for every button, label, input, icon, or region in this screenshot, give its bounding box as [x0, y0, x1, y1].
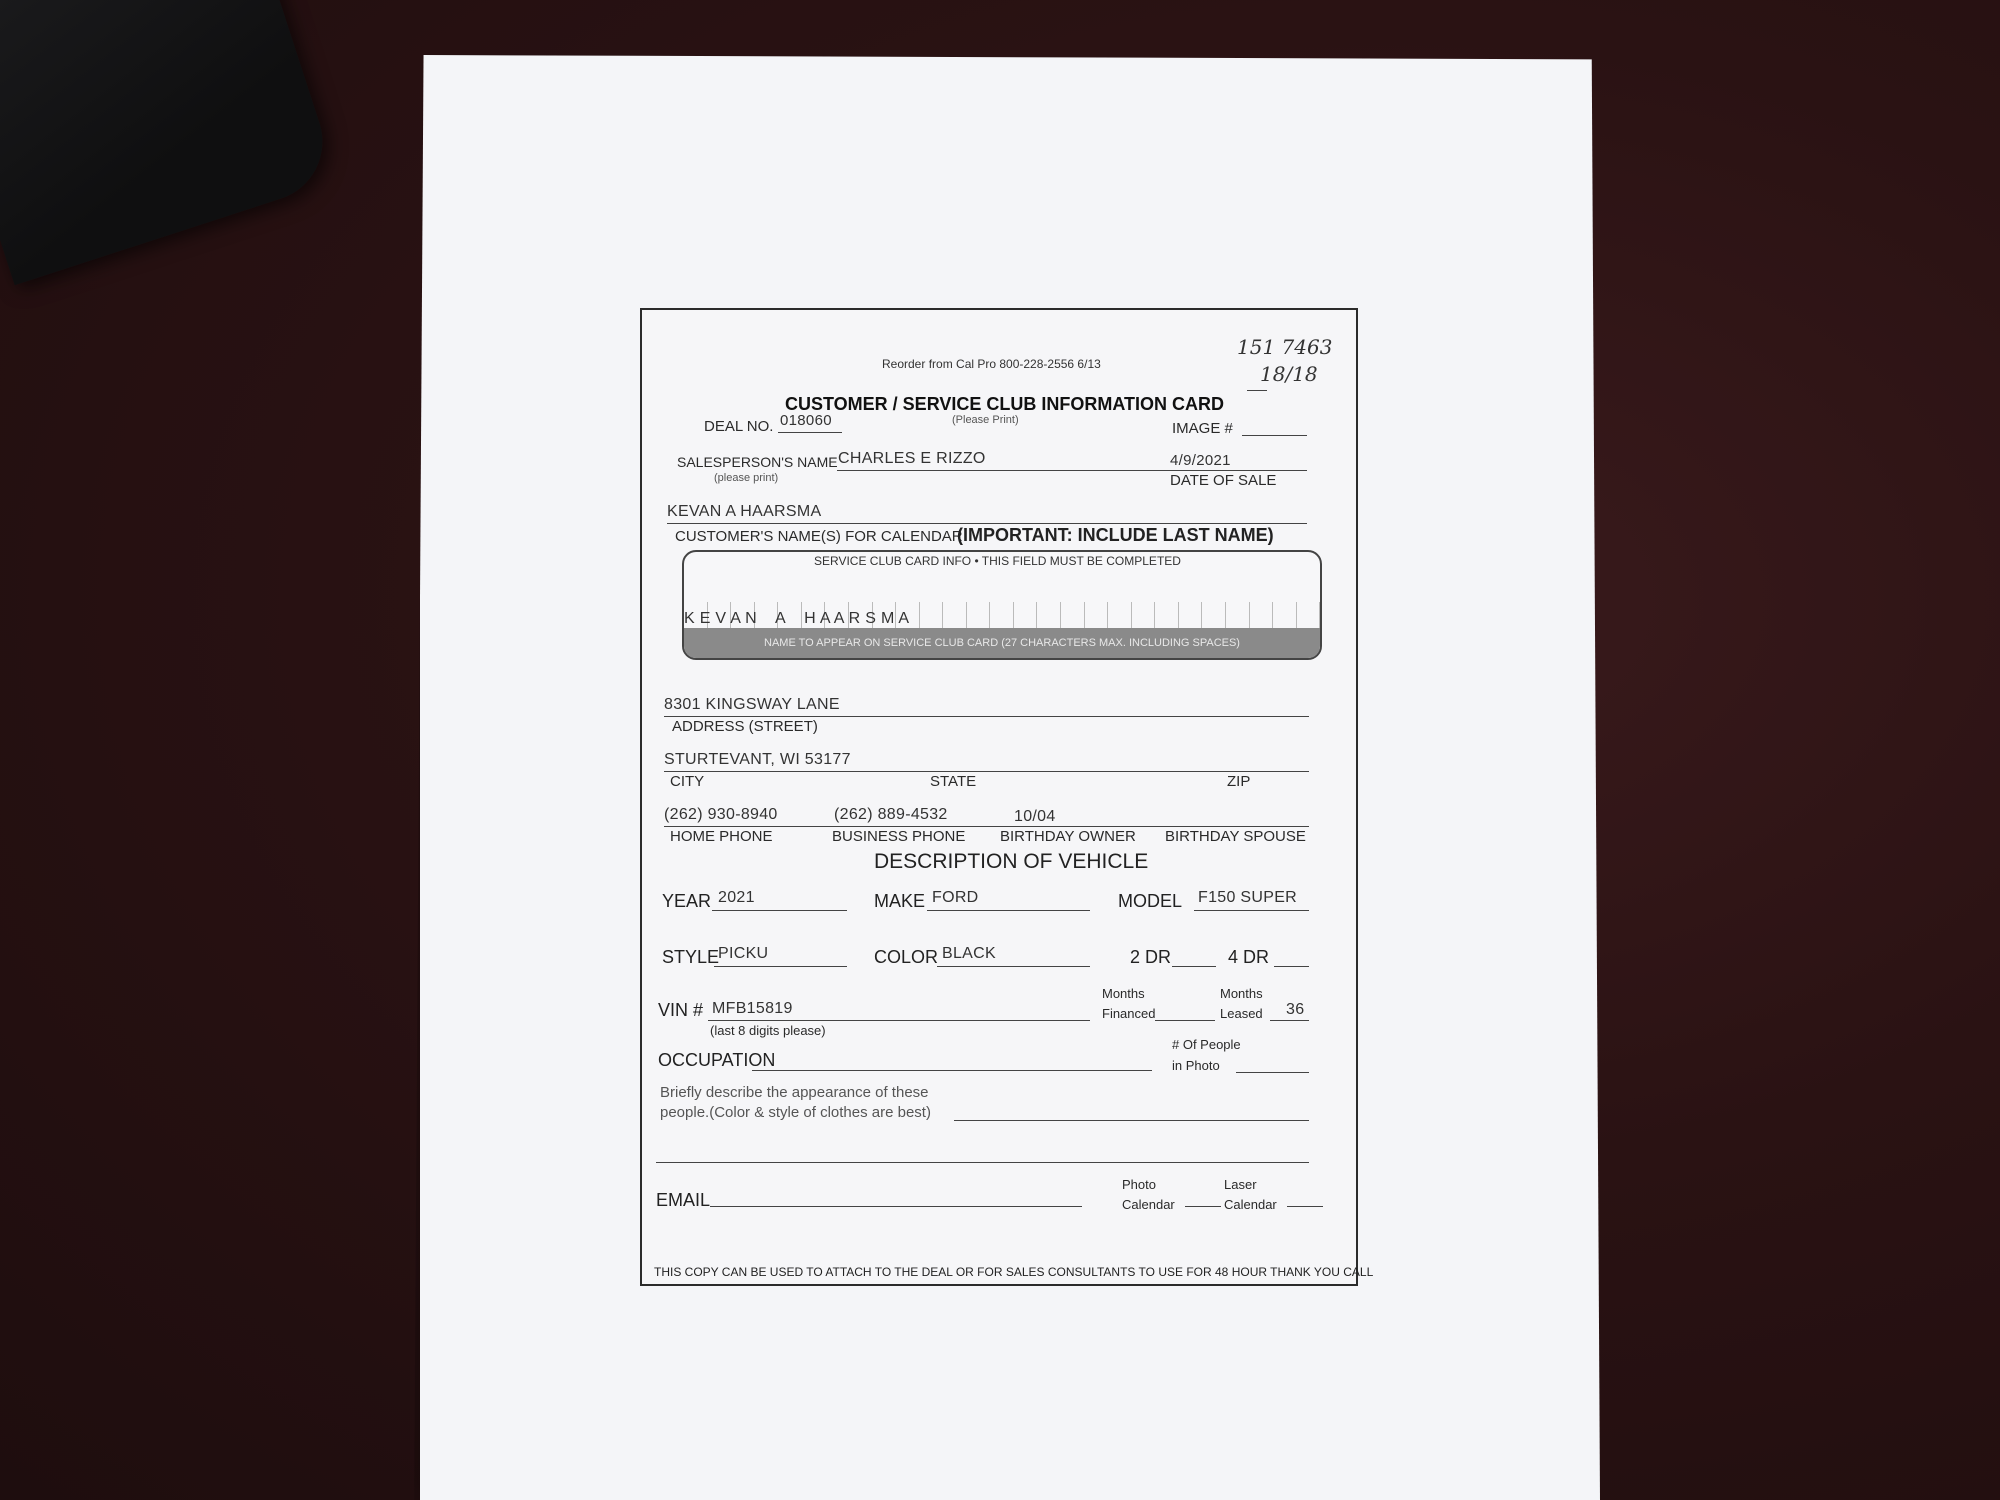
- city-label: CITY: [670, 773, 705, 790]
- occupation-line: [752, 1070, 1152, 1071]
- handwritten-line-1: 151 7463: [1237, 335, 1333, 359]
- vin-note: (last 8 digits please): [710, 1023, 826, 1038]
- club-card-name: K E V A N A H A A R S M A: [684, 610, 910, 627]
- phone-line: [664, 826, 1309, 827]
- style-line: [714, 966, 847, 967]
- address-value: 8301 KINGSWAY LANE: [664, 696, 840, 713]
- deal-label: DEAL NO.: [704, 418, 774, 435]
- describe-line-1: [954, 1120, 1309, 1121]
- make-label: MAKE: [874, 891, 926, 911]
- model-label: MODEL: [1118, 891, 1183, 911]
- months-financed-label-2: Financed: [1102, 1006, 1156, 1021]
- important-note: (IMPORTANT: INCLUDE LAST NAME): [957, 525, 1274, 545]
- months-financed-label-1: Months: [1102, 986, 1145, 1001]
- months-leased-label-2: Leased: [1220, 1006, 1263, 1021]
- two-door-line: [1172, 966, 1216, 967]
- style-label: STYLE: [662, 947, 720, 967]
- please-print: (Please Print): [952, 414, 1019, 426]
- image-line: [1242, 435, 1307, 436]
- salesperson-line: [837, 470, 1307, 471]
- make-line: [927, 910, 1090, 911]
- people-label-2: in Photo: [1172, 1058, 1220, 1073]
- state-label: STATE: [930, 773, 977, 790]
- four-door-line: [1274, 966, 1309, 967]
- image-label: IMAGE #: [1172, 420, 1233, 437]
- photo-calendar-label-1: Photo: [1122, 1177, 1156, 1192]
- months-leased-line: [1270, 1020, 1309, 1021]
- style-value: PICKU: [718, 945, 769, 962]
- year-line: [712, 910, 847, 911]
- year-value: 2021: [718, 889, 755, 906]
- describe-line-2: [656, 1162, 1309, 1163]
- months-leased-label-1: Months: [1220, 986, 1263, 1001]
- business-phone-label: BUSINESS PHONE: [832, 828, 966, 845]
- photo-calendar-line: [1185, 1206, 1221, 1207]
- photo-calendar-label-2: Calendar: [1122, 1197, 1175, 1212]
- describe-label-1: Briefly describe the appearance of these: [660, 1084, 929, 1101]
- people-line: [1236, 1072, 1309, 1073]
- email-line: [710, 1206, 1082, 1207]
- salesperson-label: SALESPERSON'S NAME: [677, 454, 838, 470]
- home-phone-value: (262) 930-8940: [664, 806, 778, 823]
- customer-name-label: CUSTOMER'S NAME(S) FOR CALENDAR: [675, 528, 963, 545]
- laser-calendar-label-2: Calendar: [1224, 1197, 1277, 1212]
- salesperson-value: CHARLES E RIZZO: [838, 450, 986, 467]
- laser-calendar-line: [1287, 1206, 1323, 1207]
- color-label: COLOR: [874, 947, 939, 967]
- address-line: [664, 716, 1309, 717]
- laser-calendar-label-1: Laser: [1224, 1177, 1257, 1192]
- vin-label: VIN #: [658, 1000, 704, 1020]
- form-title: CUSTOMER / SERVICE CLUB INFORMATION CARD: [785, 394, 1225, 414]
- occupation-label: OCCUPATION: [658, 1050, 776, 1070]
- customer-name-value: KEVAN A HAARSMA: [667, 503, 822, 520]
- email-label: EMAIL: [656, 1190, 711, 1210]
- service-club-card-box: [682, 550, 1322, 660]
- birthday-owner-label: BIRTHDAY OWNER: [1000, 828, 1136, 845]
- vin-value: MFB15819: [712, 1000, 793, 1017]
- dark-object: [0, 0, 338, 285]
- zip-label: ZIP: [1227, 773, 1251, 790]
- birthday-value: 10/04: [1014, 808, 1056, 825]
- model-value: F150 SUPER: [1198, 889, 1298, 906]
- date-of-sale-value: 4/9/2021: [1170, 452, 1231, 469]
- year-label: YEAR: [662, 891, 712, 911]
- months-financed-line: [1155, 1020, 1215, 1021]
- vin-line: [708, 1020, 1090, 1021]
- deal-line: [778, 432, 842, 433]
- city-value: STURTEVANT, WI 53177: [664, 751, 851, 768]
- club-card-footer: NAME TO APPEAR ON SERVICE CLUB CARD (27 CHARACTERS MAX. INCLUDING SPACES): [684, 628, 1320, 658]
- model-line: [1194, 910, 1309, 911]
- people-label-1: # Of People: [1172, 1037, 1241, 1052]
- business-phone-value: (262) 889-4532: [834, 806, 948, 823]
- color-value: BLACK: [942, 945, 996, 962]
- two-door-label: 2 DR: [1130, 947, 1172, 967]
- date-of-sale-label: DATE OF SALE: [1170, 472, 1277, 489]
- four-door-label: 4 DR: [1228, 947, 1270, 967]
- birthday-spouse-label: BIRTHDAY SPOUSE: [1165, 828, 1306, 845]
- info-card: [640, 308, 1374, 1286]
- city-line: [664, 771, 1309, 772]
- describe-label-2: people.(Color & style of clothes are best): [660, 1104, 931, 1121]
- club-card-header: SERVICE CLUB CARD INFO • THIS FIELD MUST BE COMPLETED: [814, 554, 1181, 568]
- color-line: [937, 966, 1090, 967]
- handwritten-underline: [1247, 390, 1267, 391]
- deal-value: 018060: [780, 412, 832, 429]
- home-phone-label: HOME PHONE: [670, 828, 773, 845]
- handwritten-line-2: 18/18: [1260, 362, 1318, 386]
- make-value: FORD: [932, 889, 979, 906]
- reorder-text: Reorder from Cal Pro 800-228-2556 6/13: [882, 357, 1101, 371]
- customer-name-line: [667, 523, 1307, 524]
- address-label: ADDRESS (STREET): [672, 718, 818, 735]
- months-leased-value: 36: [1286, 1001, 1305, 1018]
- card-footer: THIS COPY CAN BE USED TO ATTACH TO THE DEAL OR FOR SALES CONSULTANTS TO USE FOR 48 HOUR THANK YOU CALL: [654, 1265, 1374, 1279]
- vehicle-heading: DESCRIPTION OF VEHICLE: [874, 850, 1149, 873]
- salesperson-sublabel: (please print): [714, 472, 779, 484]
